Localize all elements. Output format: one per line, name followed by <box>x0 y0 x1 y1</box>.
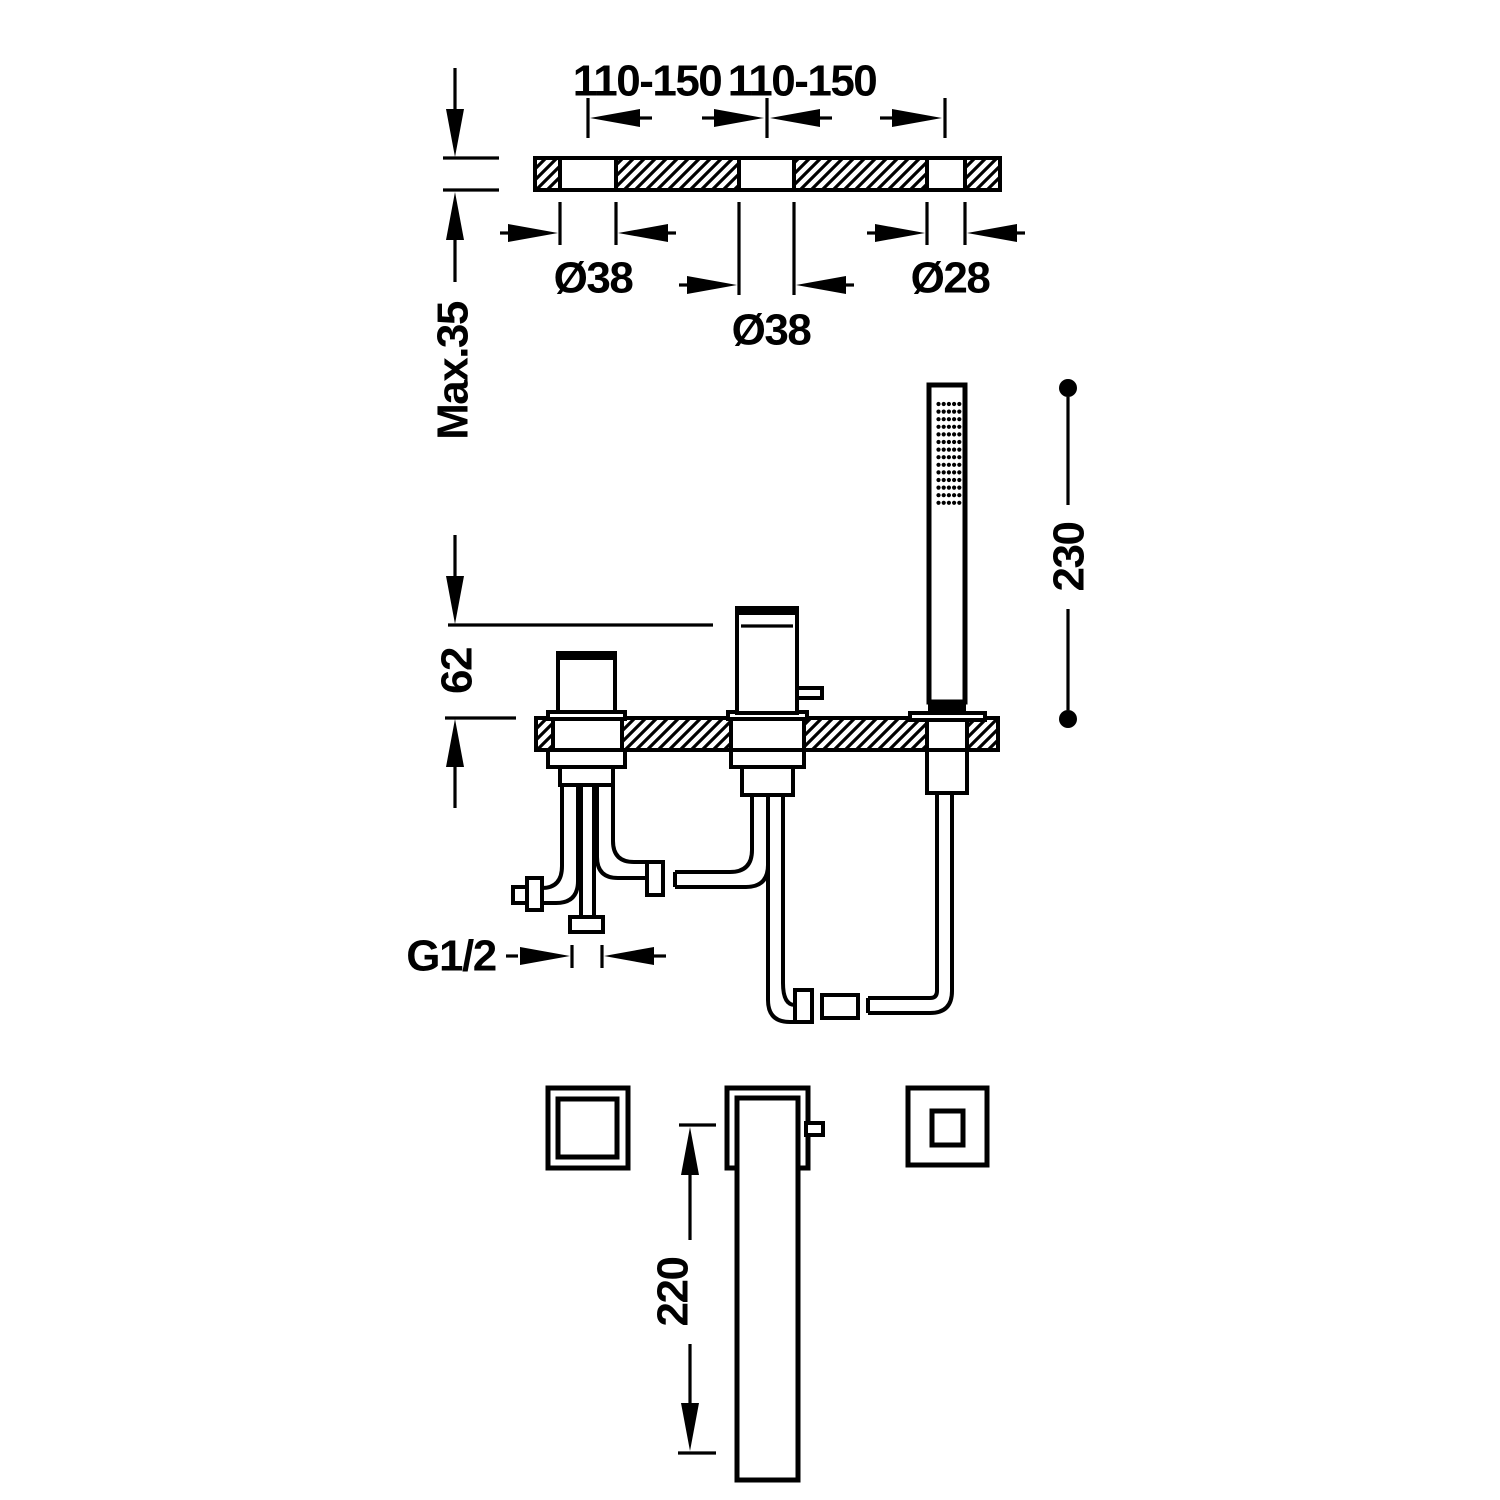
handshower-hose-plumbing <box>868 750 967 1013</box>
spray-dot <box>936 486 940 490</box>
mixer-side-pin <box>797 688 822 698</box>
mixer-top-cap <box>737 608 797 615</box>
mixer-column <box>728 608 822 719</box>
spray-dot <box>947 417 951 421</box>
spray-dot <box>957 463 961 467</box>
deck-hatch-segment <box>622 718 731 750</box>
deck-hatch-segment <box>804 718 927 750</box>
dimension-arrow <box>687 276 737 294</box>
handle-top-cap <box>558 653 615 660</box>
spray-dot <box>936 432 940 436</box>
spray-dot <box>957 455 961 459</box>
spray-dot <box>942 478 946 482</box>
dimension-arrow <box>875 224 925 242</box>
dimension-arrow <box>796 276 846 294</box>
dimension-arrow <box>446 719 464 767</box>
spray-dot <box>947 455 951 459</box>
mounting-nut <box>731 750 804 767</box>
spray-dot <box>936 448 940 452</box>
handle-body <box>558 653 615 712</box>
spray-dot <box>947 402 951 406</box>
dimension-arrow <box>770 109 820 127</box>
spray-dot <box>936 455 940 459</box>
shower-hose <box>868 793 937 998</box>
dimension-arrow <box>714 109 764 127</box>
spout-column <box>737 1098 798 1480</box>
spray-dot <box>952 432 956 436</box>
spray-dot <box>936 440 940 444</box>
inlet-pipe <box>581 785 594 917</box>
spray-dot <box>936 425 940 429</box>
spray-dot <box>942 463 946 467</box>
tee-fitting <box>527 878 542 910</box>
spray-dot <box>952 410 956 414</box>
dimension-arrow <box>681 1127 699 1175</box>
bottom-view-assembly <box>548 1088 987 1480</box>
valve-shank <box>560 767 613 785</box>
spray-dot <box>942 440 946 444</box>
extension-line <box>443 158 499 190</box>
dimension-arrow <box>446 109 464 157</box>
spray-dot <box>957 448 961 452</box>
dimension-arrow <box>590 109 640 127</box>
deck-outline <box>535 158 1000 190</box>
spray-dot <box>942 455 946 459</box>
spray-dot <box>947 432 951 436</box>
dimension-tick <box>739 202 794 295</box>
handshower-base-plate <box>910 713 985 720</box>
spray-dot <box>942 448 946 452</box>
dimension-arrow <box>446 576 464 624</box>
dimension-arrow <box>681 1403 699 1451</box>
dimension-arrow <box>508 224 558 242</box>
hole-dia-center-dimension <box>679 202 854 354</box>
deck-hatch-segment <box>965 158 1000 190</box>
deck-hatch-segment <box>535 158 560 190</box>
shower-hose <box>868 793 952 1013</box>
spray-dot <box>942 402 946 406</box>
dimension-arrow <box>892 109 942 127</box>
handshower-top <box>932 1111 963 1145</box>
deck-hatch-segment <box>967 718 998 750</box>
spray-dot <box>942 501 946 505</box>
spray-dot <box>957 425 961 429</box>
spray-dot <box>942 417 946 421</box>
spray-dot <box>957 417 961 421</box>
dimension-arrow <box>446 192 464 240</box>
dimension-arrow <box>520 947 570 965</box>
dim-label-dia-center: Ø38 <box>731 305 811 355</box>
dim-label-thread: G1/2 <box>406 931 496 981</box>
spray-dot <box>942 425 946 429</box>
deck-hatch-segment <box>536 718 553 750</box>
side-handle <box>548 653 625 719</box>
spray-dot <box>947 478 951 482</box>
spray-dot <box>947 410 951 414</box>
spray-dot <box>942 470 946 474</box>
spray-dot <box>942 432 946 436</box>
spray-dot <box>947 463 951 467</box>
spray-dot <box>957 410 961 414</box>
spray-dot <box>952 425 956 429</box>
spray-dot <box>947 440 951 444</box>
center-mixer-plumbing <box>675 750 858 1022</box>
hose-coupler <box>822 995 858 1018</box>
handle-top <box>558 1099 617 1157</box>
spray-dot <box>936 463 940 467</box>
spray-dot <box>947 486 951 490</box>
spout-side-pin <box>806 1123 823 1135</box>
spray-dot <box>947 425 951 429</box>
side-view-assembly <box>406 379 1093 1022</box>
spray-dot <box>957 486 961 490</box>
spray-dot <box>936 410 940 414</box>
top-view-deck-section <box>428 56 1025 439</box>
handle-plan-view <box>548 1088 628 1168</box>
spray-dot <box>957 440 961 444</box>
inlet-connector <box>570 917 603 932</box>
hole-spacing-dimension <box>573 56 945 138</box>
spray-dot <box>936 402 940 406</box>
deck-thickness-dimension <box>428 68 499 440</box>
handshower-plan-view <box>908 1088 987 1165</box>
spray-dot <box>947 470 951 474</box>
spray-dot <box>947 493 951 497</box>
handshower-height-dimension <box>1044 379 1093 728</box>
mixer-shank-block <box>742 767 793 795</box>
spray-dot <box>957 493 961 497</box>
hole-dia-right-dimension <box>867 202 1025 302</box>
outlet-pipe <box>597 785 647 878</box>
mounting-nut <box>927 750 967 793</box>
dimension-tick <box>927 202 965 245</box>
mixer-body <box>737 608 797 713</box>
spray-dot <box>957 432 961 436</box>
spout-front-view <box>727 1088 823 1480</box>
spray-dot <box>952 470 956 474</box>
spray-dot <box>947 448 951 452</box>
spray-dot <box>952 493 956 497</box>
spray-dot <box>936 501 940 505</box>
spray-dot <box>942 486 946 490</box>
spray-dot <box>936 417 940 421</box>
shower-feed-pipe <box>783 795 795 1005</box>
deck-hatch-segment <box>794 158 927 190</box>
spray-dot <box>952 455 956 459</box>
spray-dot <box>952 417 956 421</box>
spray-dot <box>952 501 956 505</box>
dim-label-max-thickness: Max.35 <box>428 302 478 440</box>
dim-label-body-height: 62 <box>432 648 482 694</box>
dimension-arrow <box>618 224 668 242</box>
left-valve-plumbing <box>513 750 663 932</box>
spray-dot <box>957 470 961 474</box>
spray-dot <box>952 402 956 406</box>
spray-dot <box>957 501 961 505</box>
dimension-arrow <box>967 224 1017 242</box>
dimension-arrow <box>604 947 654 965</box>
dim-label-dia-left: Ø38 <box>553 253 633 303</box>
spray-dot <box>936 470 940 474</box>
spray-dot <box>952 478 956 482</box>
dim-label-spacing-right: 110-150 <box>727 56 877 106</box>
spray-dot <box>957 402 961 406</box>
dim-label-spout-length: 220 <box>648 1257 698 1327</box>
spout-length-dimension <box>648 1125 716 1453</box>
spray-dot <box>936 478 940 482</box>
spray-dot <box>952 486 956 490</box>
dim-label-spacing-left: 110-150 <box>572 56 722 106</box>
outlet-pipe <box>613 785 647 862</box>
spray-dot <box>936 493 940 497</box>
dim-label-dia-right: Ø28 <box>910 253 990 303</box>
hose-fitting <box>795 990 812 1022</box>
spray-dot <box>952 448 956 452</box>
spout-feed-pipe <box>675 795 752 872</box>
dimension-tick <box>560 202 616 245</box>
spray-dot <box>947 501 951 505</box>
dimension-end-dot <box>1059 710 1077 728</box>
deck-hatch-segment <box>616 158 739 190</box>
supply-pipe <box>542 785 562 888</box>
spray-dot <box>952 463 956 467</box>
dimension-end-dot <box>1059 379 1077 397</box>
union-fitting <box>647 862 663 895</box>
tee-fitting-stub <box>513 887 527 903</box>
spray-dot <box>942 493 946 497</box>
handshower-wand <box>910 385 985 720</box>
thread-dimension <box>406 931 666 980</box>
mounting-nut <box>548 750 625 767</box>
hole-dia-left-dimension <box>500 202 676 302</box>
dimension-tick <box>572 945 602 968</box>
spray-dot <box>957 478 961 482</box>
spray-dot <box>952 440 956 444</box>
spray-dot <box>942 410 946 414</box>
dim-label-handshower-height: 230 <box>1044 522 1094 592</box>
